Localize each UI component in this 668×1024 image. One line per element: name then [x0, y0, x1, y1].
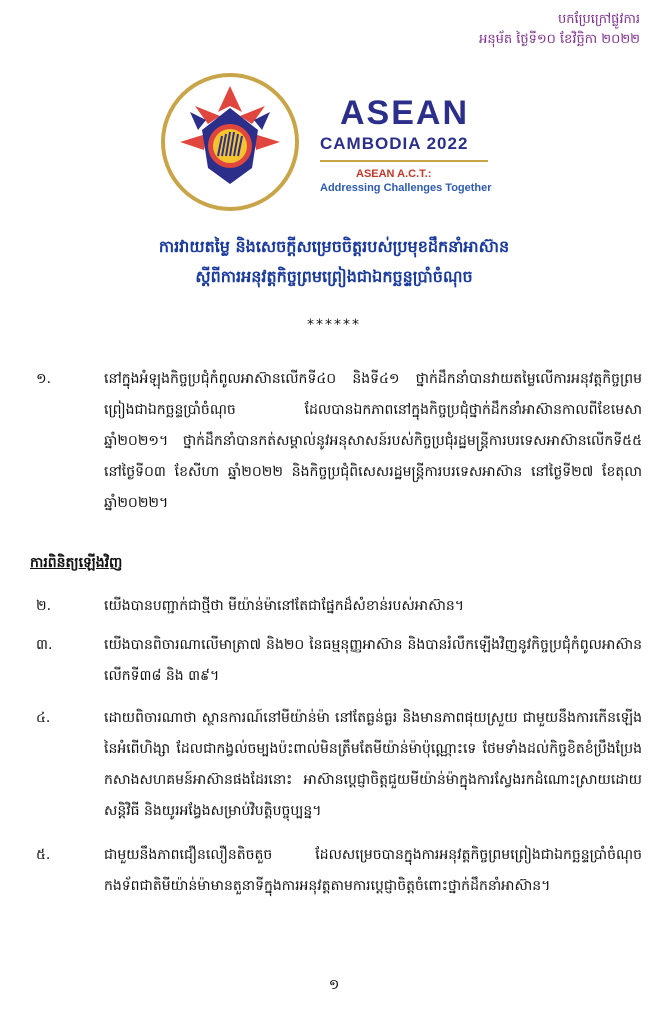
paragraph-4 [36, 703, 642, 827]
logo-cambodia-text: CAMBODIA 2022 [320, 134, 469, 153]
logo-divider [320, 160, 488, 162]
header-line-1: បកប្រែក្រៅផ្លូវការ [557, 12, 640, 27]
paragraph-text: យើងបានពិចារណាលើមាត្រា៧ និង២០ នៃធម្មនុញ្ញអាស៊ាន និងបានរំលឹកឡើងវិញនូវកិច្ចប្រជុំកំពូលអាស៊ានលើកទី៣៨ និង ៣៩។ [104, 637, 642, 684]
paragraph-2 [36, 591, 642, 622]
paragraph-text: ជាមួយនឹងភាពជឿនលឿនតិចតួច ដែលសម្រេចបានក្នុងការអនុវត្តកិច្ចព្រមព្រៀងជាឯកច្ឆន្ទប្រាំចំណុច កងទ័ពជាតិមីយ៉ាន់ម៉ាមានតួនាទីក្នុងការអនុវត្តតាមការប្តេជ្ញាចិត្តចំពោះថ្នាក់ដឹកនាំអាស៊ាន។ [104, 847, 642, 894]
paragraph-number: ៤. [36, 710, 51, 726]
logo-tagline: Addressing Challenges Together [320, 182, 492, 194]
title-line-2: ស្តីពីការអនុវត្តកិច្ចព្រមព្រៀងជាឯកច្ឆន្ទប្រាំចំណុច [195, 267, 473, 286]
logo-asean-text: ASEAN [340, 94, 470, 132]
section-heading: ការពិនិត្យឡើងវិញ [30, 555, 123, 571]
paragraph-3 [36, 630, 642, 692]
unofficial-translation-note [479, 10, 640, 50]
paragraph-5 [36, 840, 642, 902]
logo-act-text: ASEAN A.C.T.: [356, 168, 432, 180]
paragraph-1 [36, 364, 642, 519]
title-separator: ****** [307, 317, 361, 333]
asean-emblem-icon [160, 72, 300, 212]
document-title [40, 232, 628, 292]
paragraph-text: នៅក្នុងអំឡុងកិច្ចប្រជុំកំពូលអាស៊ានលើកទី៤០ និងទី៤១ ថ្នាក់ដឹកនាំបានវាយតម្លៃលើការអនុវត្តកិច្ចព្រមព្រៀងជាឯកច្ឆន្ទប្រាំចំណុច ដែលបានឯកភាពនៅក្នុងកិច្ចប្រជុំថ្នាក់ដឹកនាំអាស៊ានកាលពីខែមេសា ឆ្នាំ២០២១។ ថ្នាក់ដឹកនាំបានកត់សម្គាល់នូវអនុសាសន៍របស់កិច្ចប្រជុំរដ្ឋមន្ត្រីការបរទេសអាស៊ានលើកទី៥៥ នៅថ្ងៃទី០៣ ខែសីហា ឆ្នាំ២០២២ និងកិច្ចប្រជុំពិសេសរដ្ឋមន្ត្រីការបរទេសអាស៊ាន នៅថ្ងៃទី២៧ ខែតុលា ឆ្នាំ២០២២។ [104, 371, 642, 511]
page-number: ១ [328, 977, 340, 993]
paragraph-number: ១. [36, 371, 52, 387]
asean-cambodia-logo [160, 72, 520, 212]
paragraph-number: ២. [36, 598, 52, 614]
paragraph-number: ៥. [36, 847, 51, 863]
title-line-1: ការវាយតម្លៃ និងសេចក្តីសម្រេចចិត្តរបស់ប្រមុខដឹកនាំអាស៊ាន [158, 237, 510, 256]
paragraph-text: យើងបានបញ្ជាក់ជាថ្មីថា មីយ៉ាន់ម៉ានៅតែជាផ្នែកដ៏សំខាន់របស់អាស៊ាន។ [104, 598, 464, 614]
paragraph-text: ដោយពិចារណាថា ស្ថានការណ៍នៅមីយ៉ាន់ម៉ា នៅតែធ្ងន់ធ្ងរ និងមានភាពផុយស្រួយ ជាមួយនឹងការកើនឡើងនៃអំពើហិង្សា ដែលជាកង្វល់ចម្បងប៉ះពាល់មិនត្រឹមតែមីយ៉ាន់ម៉ាប៉ុណ្ណោះទេ ថែមទាំងដល់កិច្ចខិតខំប្រឹងប្រែងកសាងសហគមន៍អាស៊ានផងដែរនោះ អាស៊ានប្តេជ្ញាចិត្តជួយមីយ៉ាន់ម៉ាក្នុងការស្វែងរកដំណោះស្រាយដោយសន្តិវិធី និងយូរអង្វែងសម្រាប់វិបត្តិបច្ចុប្បន្ន។ [104, 710, 642, 819]
header-line-2: អនុម័ត ថ្ងៃទី១០ ខែវិច្ឆិកា ២០២២ [479, 32, 640, 47]
paragraph-number: ៣. [36, 637, 53, 653]
